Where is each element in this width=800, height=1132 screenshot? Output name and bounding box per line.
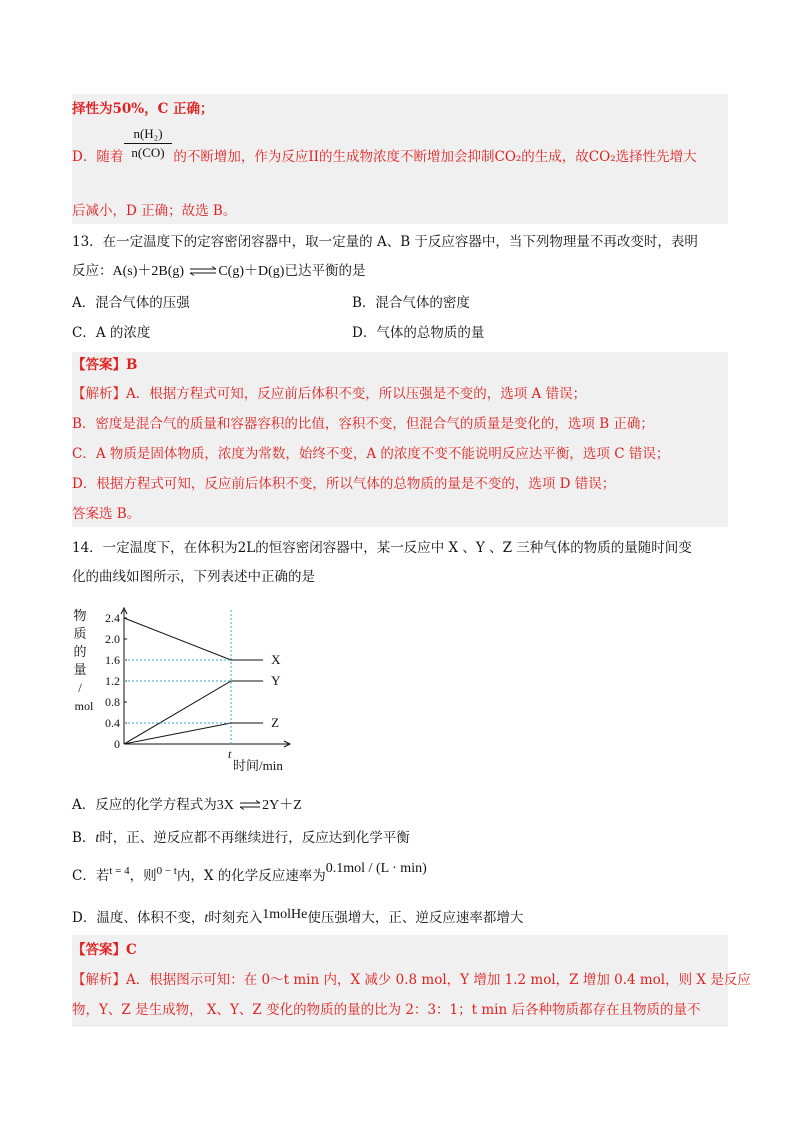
q14-option-a (72, 796, 302, 815)
q14-answer: 【答案】C (72, 942, 137, 958)
y-tick-label: 1.6 (105, 653, 120, 667)
series-line-x (124, 618, 263, 660)
q13-analysis-5: 答案选 B。 (72, 506, 141, 522)
prev-line-1: 择性为50%，C 正确； (72, 101, 214, 117)
q14-analysis-2: 物，Y、Z 是生成物， X、Y、Z 变化的物质的量的比为 2：3：1；t min 后各种物质都存在且物质的量不 (72, 1002, 701, 1018)
q14-option-c-rate: 0.1mol / (L · min) (325, 861, 427, 876)
q13-option-a: A．混合气体的压强 (72, 295, 190, 311)
q13-option-b: B．混合气体的密度 (352, 295, 470, 311)
q14-option-c-cond: t = 4 (109, 865, 130, 877)
q13-equation-right: C(g)＋D(g) (218, 264, 285, 279)
y-axis-label-char: 的 (73, 644, 87, 659)
q14-analysis-1: 【解析】A．根据图示可知：在 0～t min 内，X 减少 0.8 mol，Y 增加 1.2 mol，Z 增加 0.4 mol，则 X 是反应 (72, 972, 751, 988)
q14-option-a-eq-right: 2Y＋Z (262, 798, 302, 813)
x-axis-label: 时间/min (233, 758, 283, 773)
q13-analysis-2: B．密度是混合气的质量和容器容积的比值，容积不变，但混合气的质量是变化的，选项 B 正确； (72, 416, 654, 432)
y-axis-label-unit: mol (74, 699, 94, 713)
y-axis-label-char: 量 (73, 662, 87, 677)
prev-line-2-lead: D．随着 (72, 149, 124, 165)
q14-chart (72, 600, 312, 780)
series-line-z (124, 723, 263, 744)
fraction-denominator: n(CO) (131, 145, 165, 160)
q14-option-a-lead: A．反应的化学方程式为 (72, 797, 217, 813)
q14-option-d-lead: D．温度、体积不变， (72, 910, 205, 926)
fraction-numerator: n(H₂) (124, 126, 172, 144)
q14-option-b-var: t (95, 831, 100, 846)
q13-analysis-3: C．A 物质是固体物质，浓度为常数，始终不变，A 的浓度不变不能说明反应达平衡，选项 C 错误； (72, 446, 670, 462)
q14-option-d-mid: 时刻充入 (208, 910, 263, 926)
q14-option-c-mid2: 内，X 的化学反应速率为 (176, 868, 326, 884)
series-label-x: X (271, 652, 281, 667)
prev-line-2 (72, 148, 697, 166)
y-tick-label: 0 (114, 737, 120, 751)
q13-equation-left: A(s)＋2B(g) (112, 264, 185, 279)
q14-option-b-rest: 时，正、逆反应都不再继续进行，反应达到化学平衡 (99, 830, 410, 846)
q13-solution-block (72, 352, 728, 527)
q14-option-d (72, 909, 523, 928)
equilibrium-arrow-icon (238, 797, 262, 815)
q14-stem-line-2: 化的曲线如图所示，下列表述中正确的是 (72, 569, 315, 585)
series-label-y: Y (271, 673, 281, 688)
q13-analysis-1: 【解析】A．根据方程式可知，反应前后体积不变，所以压强是不变的，选项 A 错误； (72, 386, 587, 402)
y-axis-label-char: / (78, 680, 82, 695)
q13-stem-line-1: 13．在一定温度下的定容密闭容器中，取一定量的 A、B 于反应容器中，当下列物理量不再改变时，表明 (72, 234, 698, 250)
q14-option-c-lead: C．若 (72, 868, 110, 884)
q13-analysis-4: D．根据方程式可知，反应前后体积不变，所以气体的总物质的量是不变的，选项 D 错误； (72, 476, 616, 492)
q14-option-a-eq-left: 3X (216, 798, 234, 813)
q13-option-c: C．A 的浓度 (72, 325, 151, 341)
q14-option-c-mid1: ，则 (129, 868, 157, 884)
q14-option-b (72, 829, 410, 848)
y-axis-label-char: 质 (73, 626, 87, 641)
equilibrium-arrow-icon (188, 263, 218, 281)
q14-stem-line-1: 14．一定温度下，在体积为2L的恒容密闭容器中，某一反应中 X 、Y 、Z 三种气体的物质的量随时间变 (72, 540, 692, 556)
prev-line-2-rest: 的不断增加，作为反应II的生成物浓度不断增加会抑制CO₂的生成，故CO₂选择性先增大 (173, 149, 697, 165)
y-tick-label: 0.4 (105, 716, 120, 730)
prev-line-3: 后减小，D 正确；故选 B。 (72, 203, 237, 219)
series-line-y (124, 681, 263, 744)
q13-option-d: D．气体的总物质的量 (352, 325, 485, 341)
q14-option-d-rest: 使压强增大，正、逆反应速率都增大 (307, 910, 524, 926)
q14-option-d-var: t (204, 911, 209, 926)
q14-option-b-lead: B． (72, 830, 96, 846)
q13-stem-lead: 反应： (72, 263, 113, 279)
y-tick-label: 0.8 (105, 695, 120, 709)
q14-option-d-he: 1molHe (262, 907, 308, 922)
q13-stem-tail: 已达平衡的是 (284, 263, 366, 279)
q13-stem-line-2 (72, 262, 365, 281)
q14-option-c-range: 0 − t (156, 865, 177, 877)
y-tick-label: 2.4 (105, 611, 120, 625)
x-tick-label: t (228, 747, 232, 761)
q14-option-c (72, 861, 427, 886)
y-tick-label: 2.0 (105, 632, 120, 646)
y-tick-label: 1.2 (105, 674, 120, 688)
y-axis-label-char: 物 (73, 608, 87, 623)
q13-answer: 【答案】B (72, 357, 138, 373)
series-label-z: Z (271, 715, 280, 730)
